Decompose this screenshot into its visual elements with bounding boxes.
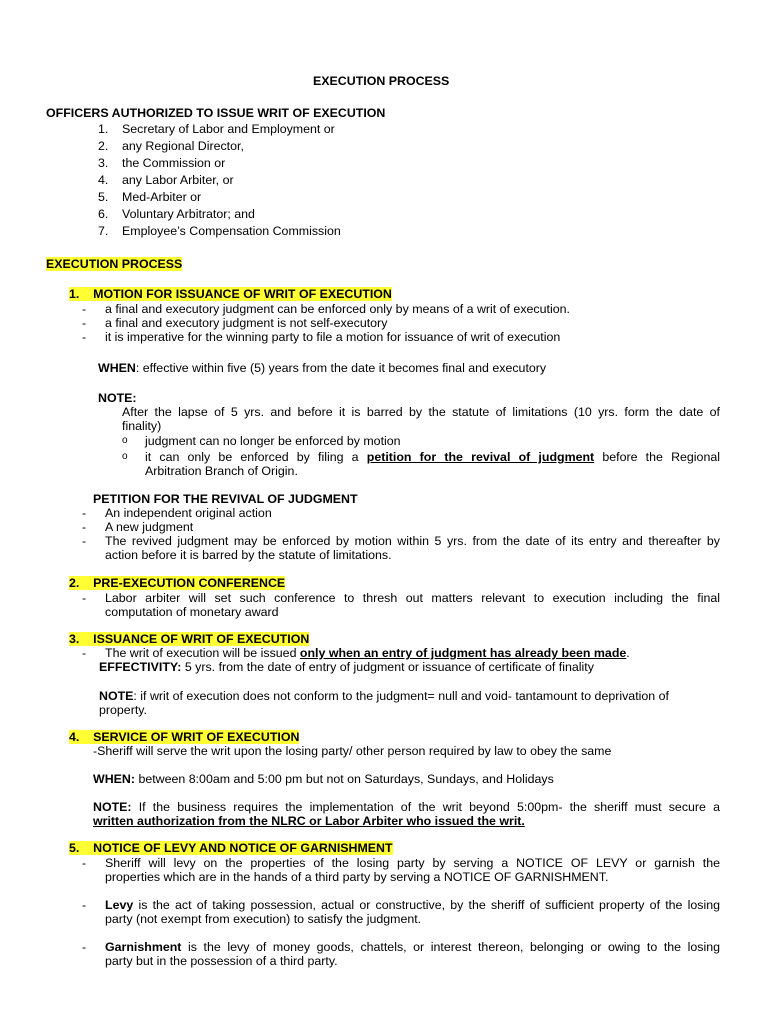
dash-bullet: - — [82, 534, 87, 548]
dash-bullet: - — [82, 316, 87, 330]
when-text: between 8:00am and 5:00 pm but not on Saturdays, Sundays, and Holidays — [138, 772, 554, 786]
bullet-text: A new judgment — [105, 520, 194, 534]
note-text: property. — [99, 703, 147, 717]
garnishment-definition: Garnishment is the levy of money goods, chattels, or interest thereon, belonging or owing to the losing — [105, 940, 720, 954]
note-line — [93, 800, 720, 814]
section-title: ISSUANCE OF WRIT OF EXECUTION — [93, 632, 310, 646]
circle-bullet: o — [122, 451, 128, 462]
bullet-text: action before it is barred by the statute of limitations. — [105, 548, 392, 562]
note-label: NOTE — [99, 689, 134, 703]
list-item: the Commission or — [122, 156, 226, 170]
section-number: 3. — [69, 632, 80, 646]
effectivity-label: EFFECTIVITY: — [99, 660, 182, 674]
list-item-number: 1. — [98, 122, 109, 136]
list-item-number: 6. — [98, 207, 109, 221]
section-number: 2. — [69, 576, 80, 590]
petition-term: petition for the revival of judgment — [366, 450, 595, 464]
dash-bullet: - — [82, 646, 87, 660]
entry-of-judgment-term: only when an entry of judgment has already been made — [299, 646, 627, 660]
effectivity-text: 5 yrs. from the date of entry of judgment or issuance of certificate of finality — [184, 660, 594, 674]
written-authorization-term: written authorization from the NLRC or Labor Arbiter who issued the writ. — [93, 814, 525, 828]
dash-bullet: - — [82, 591, 87, 605]
list-item: Secretary of Labor and Employment or — [122, 122, 335, 136]
circle-bullet: o — [122, 435, 128, 446]
note-label: NOTE: — [93, 800, 132, 814]
section-title: MOTION FOR ISSUANCE OF WRIT OF EXECUTION — [93, 287, 392, 301]
list-item: any Labor Arbiter, or — [122, 173, 234, 187]
note-text: : if writ of execution does not conform to the judgment= null and void- tantamount to deprivation of — [133, 689, 669, 703]
bullet-text: it is imperative for the winning party to file a motion for issuance of writ of execution — [105, 330, 561, 344]
levy-definition: Levy is the act of taking possession, actual or constructive, by the sheriff of sufficient property of the losing — [105, 898, 720, 912]
dash-bullet: - — [82, 302, 87, 316]
when-label: WHEN: — [93, 772, 135, 786]
petition-heading: PETITION FOR THE REVIVAL OF JUDGMENT — [93, 492, 358, 506]
bullet-text: computation of monetary award — [105, 605, 279, 619]
list-item: Voluntary Arbitrator; and — [122, 207, 255, 221]
sub-bullet-text: it can only be enforced by filing a petition for the revival of judgment before the Regional — [145, 450, 720, 464]
page-title: EXECUTION PROCESS — [313, 74, 450, 88]
section-1-heading — [69, 287, 392, 301]
list-item: Employee’s Compensation Commission — [122, 224, 341, 238]
bullet-text: The writ of execution will be issued only when an entry of judgment has already been made. — [105, 646, 630, 660]
dash-bullet: - — [82, 330, 87, 344]
effectivity-line — [99, 660, 594, 674]
list-item: any Regional Director, — [122, 139, 244, 153]
note-text: If the business requires the implementation of the writ beyond 5:00pm- the sheriff must secure a — [138, 800, 720, 814]
service-text: -Sheriff will serve the writ upon the losing party/ other person required by law to obey the same — [93, 744, 612, 758]
list-item: Med-Arbiter or — [122, 190, 202, 204]
when-line — [93, 772, 554, 786]
section-number: 5. — [69, 841, 80, 855]
levy-label: Levy — [105, 898, 134, 912]
bullet-text: Sheriff will levy on the properties of the losing party by serving a NOTICE OF LEVY or garnish the — [105, 856, 720, 870]
when-label: WHEN — [98, 361, 136, 375]
section-number: 4. — [69, 730, 80, 744]
bullet-text: party but in the possession of a third party. — [105, 954, 338, 968]
note-line — [99, 689, 669, 703]
dash-bullet: - — [82, 520, 87, 534]
bullet-text: a final and executory judgment can be enforced only by means of a writ of execution. — [105, 302, 570, 316]
when-line — [98, 361, 546, 375]
list-item-number: 3. — [98, 156, 109, 170]
bullet-text: The revived judgment may be enforced by motion within 5 yrs. from the date of its entry and thereafter by — [105, 534, 720, 548]
dash-bullet: - — [82, 506, 87, 520]
bullet-text: properties which are in the hands of a third party by serving a NOTICE OF GARNISHMENT. — [105, 870, 609, 884]
section-4-heading — [69, 730, 299, 744]
section-title: SERVICE OF WRIT OF EXECUTION — [93, 730, 300, 744]
section-number: 1. — [69, 287, 80, 301]
dash-bullet: - — [82, 940, 87, 954]
officers-heading: OFFICERS AUTHORIZED TO ISSUE WRIT OF EXECUTION — [46, 106, 386, 120]
sub-bullet-text: Arbitration Branch of Origin. — [145, 464, 298, 478]
section-2-heading — [69, 576, 285, 590]
section-title: PRE-EXECUTION CONFERENCE — [93, 576, 286, 590]
dash-bullet: - — [82, 898, 87, 912]
when-text: : effective within five (5) years from the date it becomes final and executory — [135, 361, 547, 375]
garnishment-label: Garnishment — [105, 940, 182, 954]
list-item-number: 2. — [98, 139, 109, 153]
bullet-text: Labor arbiter will set such conference to thresh out matters relevant to execution including the final — [105, 591, 720, 605]
dash-bullet: - — [82, 856, 87, 870]
note-text: finality) — [122, 419, 162, 433]
process-heading: EXECUTION PROCESS — [46, 257, 183, 271]
bullet-text: party (not exempt from execution) to satisfy the judgment. — [105, 912, 422, 926]
list-item-number: 4. — [98, 173, 109, 187]
bullet-text: An independent original action — [105, 506, 272, 520]
note-label: NOTE: — [98, 391, 137, 405]
section-5-heading — [69, 841, 393, 855]
section-title: NOTICE OF LEVY AND NOTICE OF GARNISHMENT — [93, 841, 393, 855]
section-3-heading — [69, 632, 309, 646]
bullet-text: a final and executory judgment is not self-executory — [105, 316, 388, 330]
list-item-number: 5. — [98, 190, 109, 204]
note-text: After the lapse of 5 yrs. and before it is barred by the statute of limitations (10 yrs. form the date of — [122, 405, 720, 419]
sub-bullet-text: judgment can no longer be enforced by motion — [145, 434, 401, 448]
list-item-number: 7. — [98, 224, 109, 238]
